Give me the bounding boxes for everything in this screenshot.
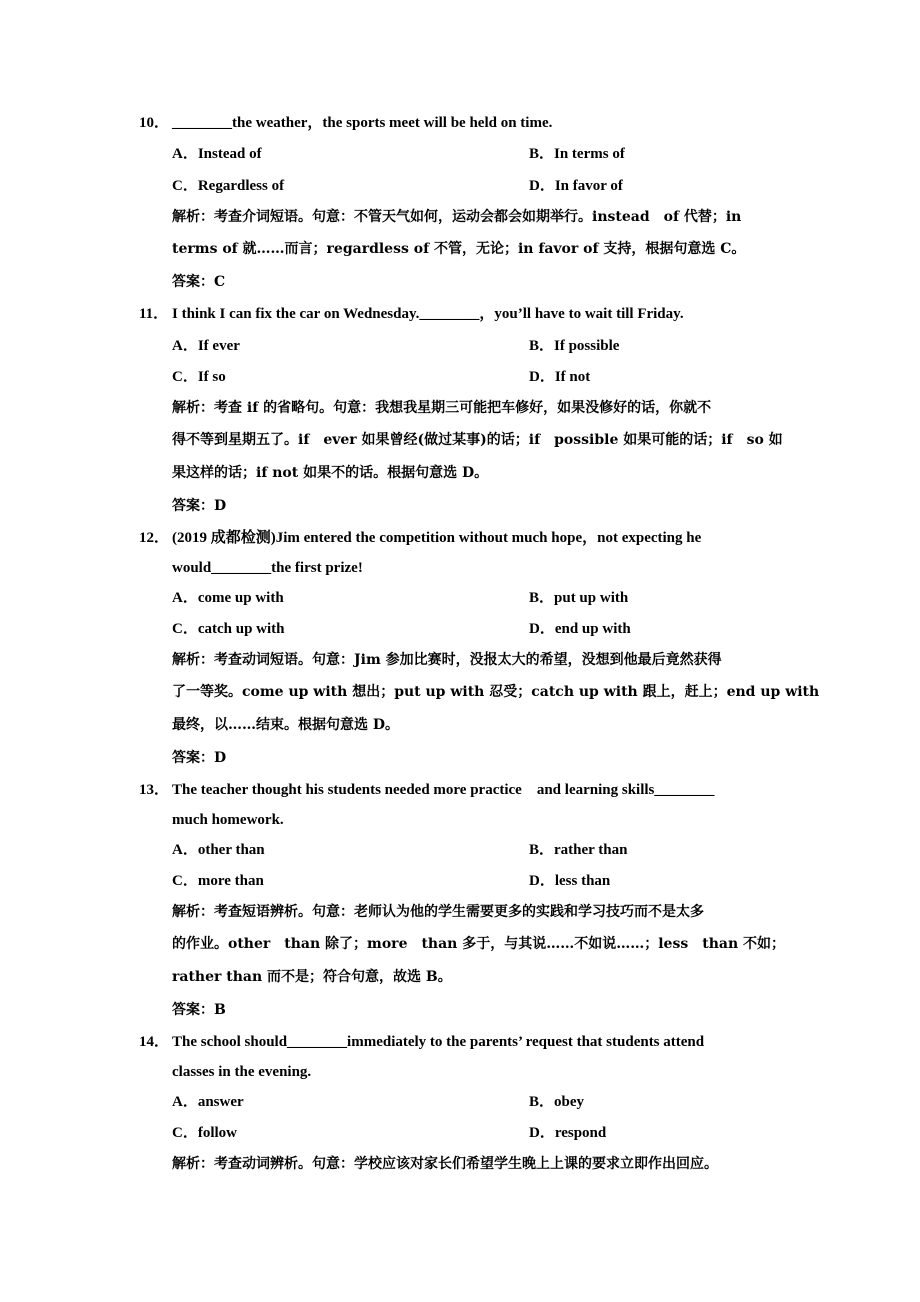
option-b: B．In terms of (529, 146, 625, 162)
question-number: 11． (139, 306, 169, 322)
question-number: 10． (139, 115, 170, 131)
answer: 答案：B (172, 1002, 226, 1018)
question-number: 13． (139, 782, 170, 798)
question-number: 12． (139, 530, 170, 546)
question-stem: I think I can fix the car on Wednesday.________，you’ll have to wait till Friday. (172, 306, 684, 322)
option-a: A．other than (172, 842, 265, 858)
option-b: B．If possible (529, 338, 620, 354)
option-c: C．follow (172, 1125, 237, 1141)
option-c: C．Regardless of (172, 178, 285, 194)
option-a: A．Instead of (172, 146, 262, 162)
analysis-line: 解析：考查 if 的省略句。句意：我想我星期三可能把车修好，如果没修好的话，你就不 (172, 400, 712, 416)
analysis-line: terms of 就……而言；regardless of 不管，无论；in favor of 支持，根据句意选 C。 (172, 241, 746, 257)
analysis-line: 果这样的话；if not 如果不的话。根据句意选 D。 (172, 465, 489, 481)
answer: 答案：D (172, 750, 227, 766)
question-stem: The school should________immediately to the parents’ request that students attend (172, 1034, 705, 1050)
analysis-line: 解析：考查动词短语。句意：Jim 参加比赛时，没报太大的希望，没想到他最后竟然获得 (172, 652, 722, 668)
answer: 答案：D (172, 498, 227, 514)
analysis-line: 解析：考查短语辨析。句意：老师认为他的学生需要更多的实践和学习技巧而不是太多 (172, 904, 704, 920)
question-number: 14． (139, 1034, 170, 1050)
option-a: A．come up with (172, 590, 284, 606)
option-d: D．If not (529, 369, 591, 385)
question-stem: would________the first prize! (172, 560, 363, 576)
option-d: D．end up with (529, 621, 631, 637)
analysis-line: 得不等到星期五了。if ever 如果曾经(做过某事)的话；if possible 如果可能的话；if so 如 (172, 432, 783, 448)
option-c: C．more than (172, 873, 264, 889)
answer: 答案：C (172, 274, 226, 290)
analysis-line: 解析：考查介词短语。句意：不管天气如何，运动会都会如期举行。instead of 代替；in (172, 209, 742, 225)
question-stem: classes in the evening. (172, 1064, 312, 1080)
analysis-line: 解析：考查动词辨析。句意：学校应该对家长们希望学生晚上上课的要求立即作出回应。 (172, 1156, 718, 1172)
option-a: A．answer (172, 1094, 244, 1110)
analysis-line: 了一等奖。come up with 想出；put up with 忍受；catch up with 跟上，赶上；end up with (172, 684, 820, 700)
analysis-line: 的作业。other than 除了；more than 多于，与其说……不如说……；less than 不如； (172, 936, 785, 952)
option-d: D．less than (529, 873, 611, 889)
option-d: D．respond (529, 1125, 607, 1141)
analysis-line: 最终，以……结束。根据句意选 D。 (172, 717, 400, 733)
option-c: C．If so (172, 369, 226, 385)
question-stem: ________the weather，the sports meet will be held on time. (172, 115, 553, 131)
option-b: B．put up with (529, 590, 629, 606)
option-b: B．obey (529, 1094, 585, 1110)
question-stem: (2019 成都检测)Jim entered the competition without much hope，not expecting he (172, 530, 702, 546)
question-stem: much homework. (172, 812, 284, 828)
option-a: A．If ever (172, 338, 240, 354)
option-c: C．catch up with (172, 621, 285, 637)
option-b: B．rather than (529, 842, 628, 858)
analysis-line: rather than 而不是；符合句意，故选 B。 (172, 969, 452, 985)
question-stem: The teacher thought his students needed more practice and learning skills________ (172, 782, 715, 798)
option-d: D．In favor of (529, 178, 623, 194)
